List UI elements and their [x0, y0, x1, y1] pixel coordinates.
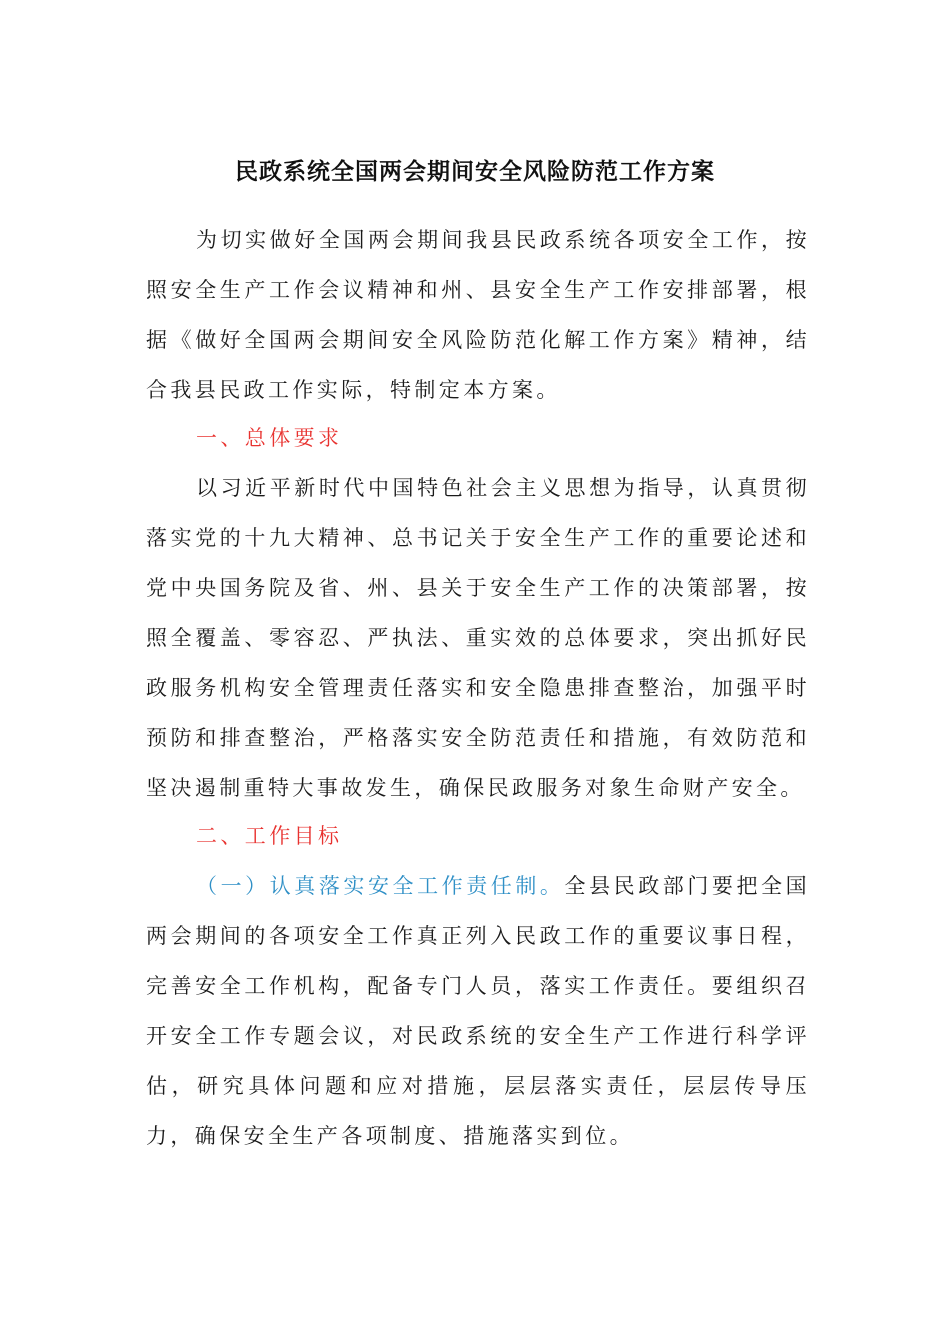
work-goals-paragraph — [146, 861, 810, 1161]
responsibility-paragraph-text: 全县民政部门要把全国两会期间的各项安全工作真正列入民政工作的重要议事日程，完善安全工作机构，配备专门人员，落实工作责任。要组织召开安全工作专题会议，对民政系统的安全生产工作进行科学评估，研究具体问题和应对措施，层层落实责任，层层传导压力，确保安全生产各项制度、措施落实到位。 — [146, 874, 810, 1148]
intro-paragraph: 为切实做好全国两会期间我县民政系统各项安全工作，按照安全生产工作会议精神和州、县安全生产工作安排部署，根据《做好全国两会期间安全风险防范化解工作方案》精神，结合我县民政工作实际，特制定本方案。 — [146, 228, 810, 402]
general-requirements-paragraph: 以习近平新时代中国特色社会主义思想为指导，认真贯彻落实党的十九大精神、总书记关于安全生产工作的重要论述和党中央国务院及省、州、县关于安全生产工作的决策部署，按照全覆盖、零容忍、严执法、重实效的总体要求，突出抓好民政服务机构安全管理责任落实和安全隐患排查整治，加强平时预防和排查整治，严格落实安全防范责任和措施，有效防范和坚决遏制重特大事故发生，确保民政服务对象生命财产安全。 — [146, 476, 810, 800]
subsection-heading-responsibility: （一）认真落实安全工作责任制。 — [196, 874, 565, 898]
document-title: 民政系统全国两会期间安全风险防范工作方案 — [235, 158, 715, 185]
section-heading-general-requirements: 一、总体要求 — [196, 426, 343, 450]
section-heading-work-goals: 二、工作目标 — [196, 824, 343, 848]
